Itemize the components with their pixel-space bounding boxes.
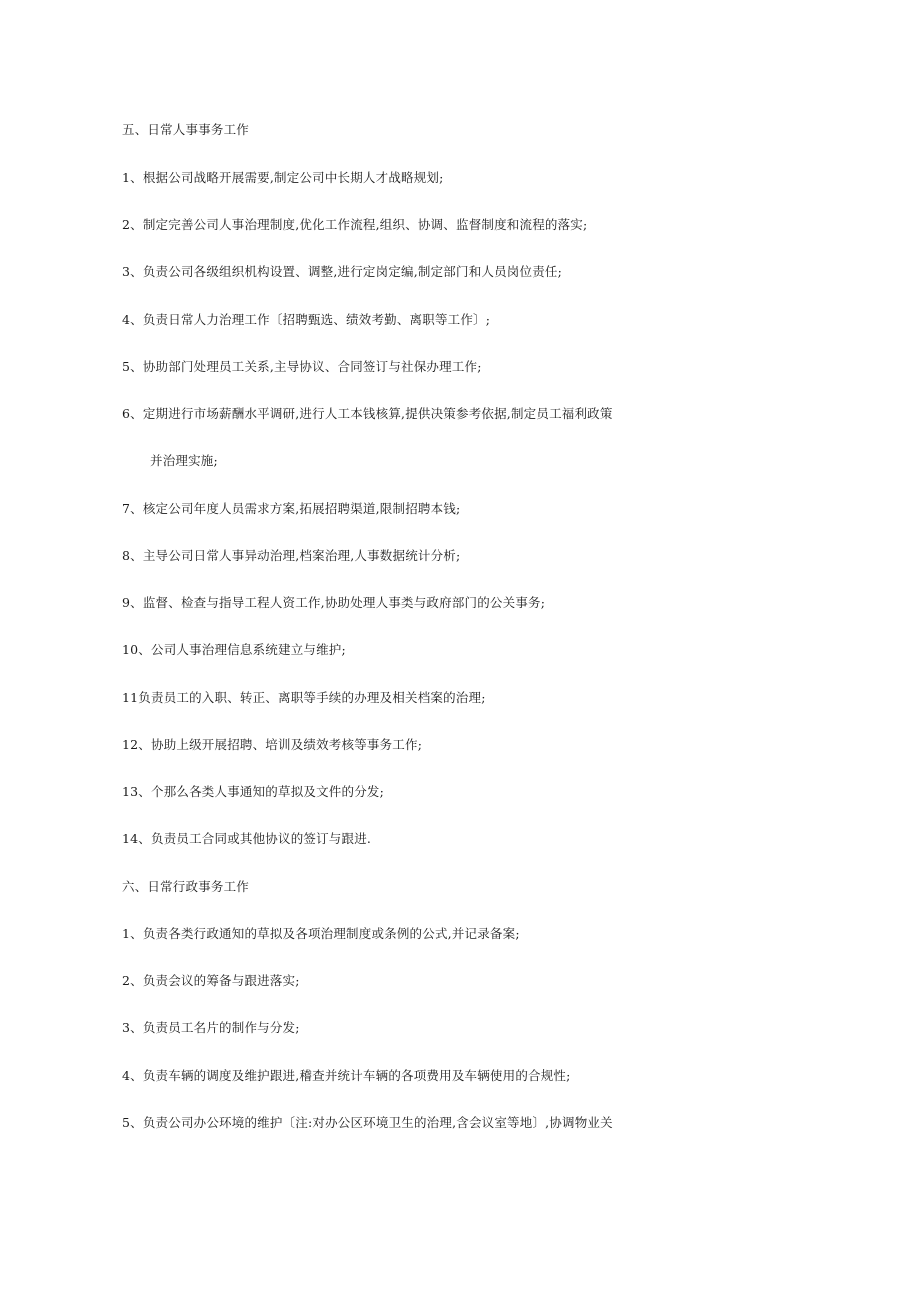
list-item: 9、监督、检查与指导工程人资工作,协助处理人事类与政府部门的公关事务;	[122, 595, 546, 610]
list-item-continuation: 并治理实施;	[150, 453, 218, 468]
list-item: 13、个那么各类人事通知的草拟及文件的分发;	[122, 784, 385, 799]
list-item: 2、负责会议的筹备与跟进落实;	[122, 973, 300, 988]
list-item: 10、公司人事治理信息系统建立与维护;	[122, 642, 346, 657]
list-item: 1、根据公司战略开展需要,制定公司中长期人才战略规划;	[122, 170, 444, 185]
list-item: 3、负责公司各级组织机构设置、调整,进行定岗定编,制定部门和人员岗位责任;	[122, 264, 563, 279]
list-item: 14、负责员工合同或其他协议的签订与跟进.	[122, 831, 372, 846]
list-item: 4、负责日常人力治理工作〔招聘甄选、绩效考勤、离职等工作〕;	[122, 312, 491, 327]
list-item: 11负责员工的入职、转正、离职等手续的办理及相关档案的治理;	[122, 690, 486, 705]
section-heading-6: 六、日常行政事务工作	[122, 879, 250, 894]
list-item: 4、负责车辆的调度及维护跟进,稽查并统计车辆的各项费用及车辆使用的合规性;	[122, 1068, 571, 1083]
list-item: 8、主导公司日常人事异动治理,档案治理,人事数据统计分析;	[122, 548, 461, 563]
list-item: 5、协助部门处理员工关系,主导协议、合同签订与社保办理工作;	[122, 359, 482, 374]
list-item: 3、负责员工名片的制作与分发;	[122, 1020, 300, 1035]
list-item: 1、负责各类行政通知的草拟及各项治理制度或条例的公式,并记录备案;	[122, 926, 520, 941]
list-item: 5、负责公司办公环境的维护〔注:对办公区环境卫生的治理,含会议室等地〕,协调物业关	[122, 1115, 613, 1130]
list-item: 12、协助上级开展招聘、培训及绩效考核等事务工作;	[122, 737, 423, 752]
section-heading-5: 五、日常人事事务工作	[122, 122, 250, 137]
list-item: 7、核定公司年度人员需求方案,拓展招聘渠道,限制招聘本钱;	[122, 501, 461, 516]
list-item: 2、制定完善公司人事治理制度,优化工作流程,组织、协调、监督制度和流程的落实;	[122, 217, 588, 232]
list-item: 6、定期进行市场薪酬水平调研,进行人工本钱核算,提供决策参考依据,制定员工福利政策	[122, 406, 613, 421]
